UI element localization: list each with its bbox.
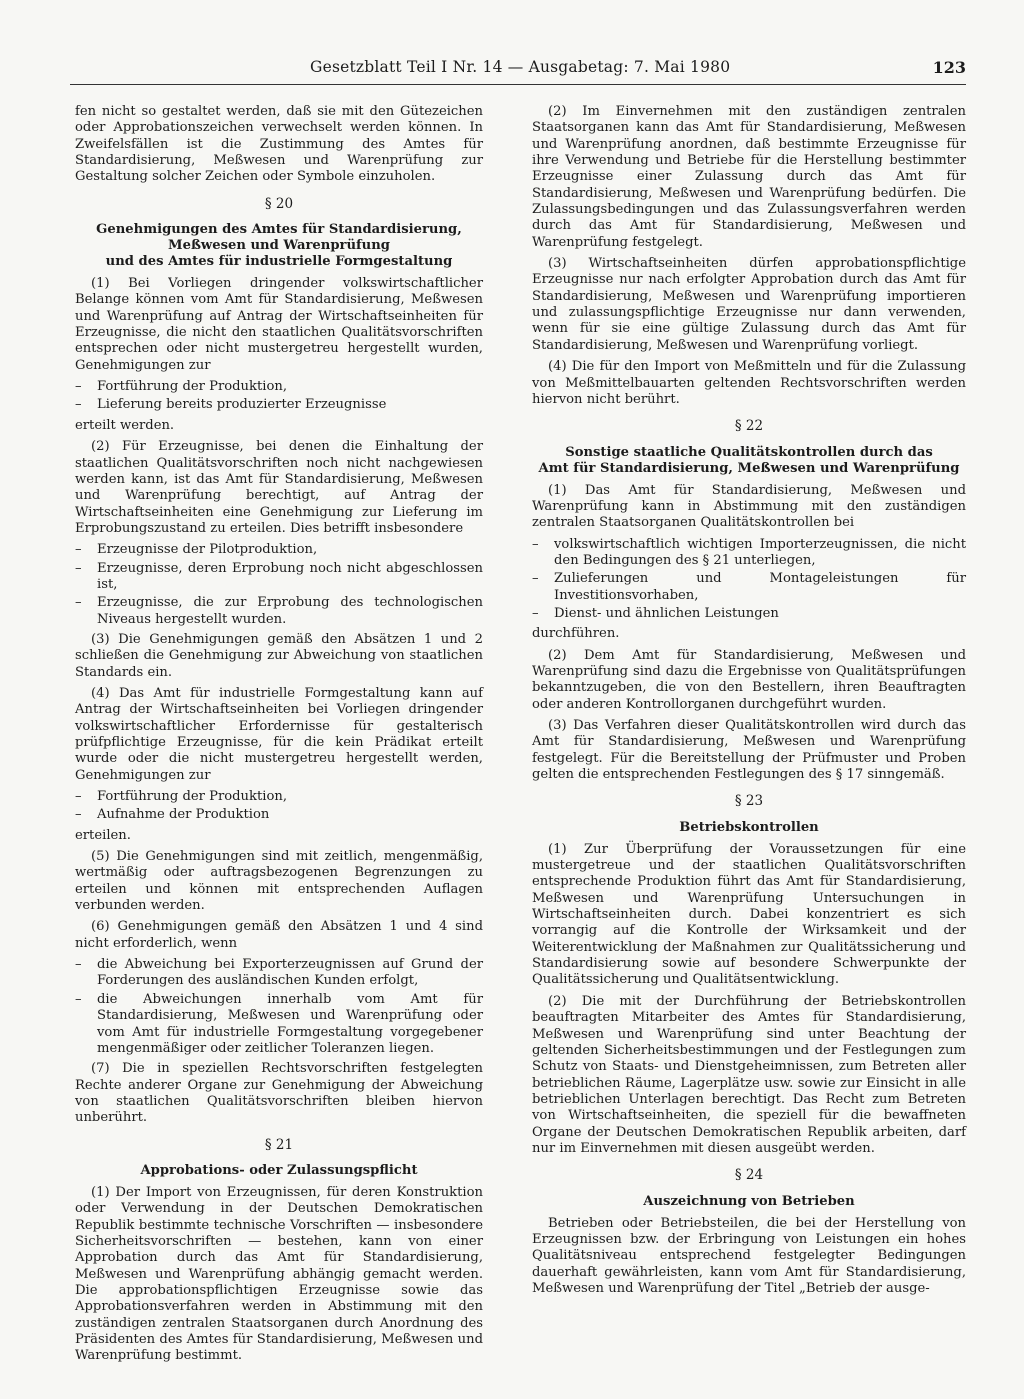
paragraph: (1) Das Amt für Standardisierung, Meßwesen und Warenprüfung kann in Abstimmung mit den zuständigen zentralen Staatsorganen Qualitätskontrollen bei xyxy=(532,482,966,531)
paragraph: fen nicht so gestaltet werden, daß sie mit den Gütezeichen oder Approbationszeichen verwechselt werden können. In Zweifelsfällen ist die Zustimmung des Amtes für Standardisierung, Meßwesen und Warenprüfung zur Gestaltung solcher Zeichen oder Symbole einzuholen. xyxy=(75,104,483,185)
paragraph: (6) Genehmigungen gemäß den Absätzen 1 und 4 sind nicht erforderlich, wenn xyxy=(75,919,483,951)
dash-list xyxy=(75,379,483,414)
section-heading-20 xyxy=(75,222,483,270)
heading-line: Genehmigungen des Amtes für Standardisierung, xyxy=(96,222,462,238)
list-item: – Erzeugnisse, die zur Erprobung des technologischen Niveaus hergestellt wurden. xyxy=(75,595,483,628)
dash-list xyxy=(75,789,483,824)
list-item: – Erzeugnisse, deren Erprobung noch nicht abgeschlossen ist, xyxy=(75,561,483,594)
section-number-21: § 21 xyxy=(264,1136,294,1153)
paragraph: (3) Die Genehmigungen gemäß den Absätzen 1 und 2 schließen die Genehmigung zur Abweichung von staatlichen Standards ein. xyxy=(75,631,483,680)
list-item: – Aufnahme der Produktion xyxy=(75,807,483,823)
paragraph: (3) Wirtschaftseinheiten dürfen approbationspflichtige Erzeugnisse nur nach erfolgter Approbation durch das Amt für Standardisierung, Meßwesen und Warenprüfung importieren und zulassungspflichtige Erzeugnisse nur dann verwenden, wenn für sie eine gültige Zulassung durch das Amt für Standardisierung, Meßwesen und Warenprüfung vorliegt. xyxy=(532,256,966,353)
section-number-22: § 22 xyxy=(734,418,764,435)
list-item: – Fortführung der Produktion, xyxy=(75,789,483,805)
paragraph: (1) Zur Überprüfung der Voraussetzungen für eine mustergetreue und der staatlichen Qualitätsvorschriften entsprechende Produktion führt das Amt für Standardisierung, Meßwesen und Warenprüfung Untersuchungen in Wirtschaftseinheiten durch. Dabei konzentriert es sich vorrangig auf die Kontrolle der Wirksamkeit und der Weiterentwicklung der Maßnahmen zur Qualitätssicherung und Standardisierung sowie auf besondere Schwerpunkte der Qualitätssicherung und Qualitätsentwicklung. xyxy=(532,841,966,988)
heading-line: Meßwesen und Warenprüfung xyxy=(168,238,390,254)
list-item: – Zulieferungen und Montageleistungen für Investitionsvorhaben, xyxy=(532,571,966,604)
page-number: 123 xyxy=(932,58,966,77)
list-item: – Fortführung der Produktion, xyxy=(75,379,483,395)
section-heading-24: Auszeichnung von Betrieben xyxy=(643,1193,855,1209)
paragraph: (2) Dem Amt für Standardisierung, Meßwesen und Warenprüfung sind dazu die Ergebnisse von Qualitätsprüfungen bekanntzugeben, die von den Bestellern, ihren Beauftragten oder anderen Kontrollorganen durchgeführt wurden. xyxy=(532,647,966,712)
list-item: – volkswirtschaftlich wichtigen Importerzeugnissen, die nicht den Bedingungen des § 21 unterliegen, xyxy=(532,537,966,570)
paragraph: (5) Die Genehmigungen sind mit zeitlich, mengenmäßig, wertmäßig oder auftragsbezogenen Begrenzungen zu erteilen und können mit entsprechenden Auflagen verbunden werden. xyxy=(75,849,483,914)
section-heading-23: Betriebskontrollen xyxy=(679,819,819,835)
paragraph: (7) Die in speziellen Rechtsvorschriften festgelegten Rechte anderer Organe zur Genehmigung der Abweichung von staatlichen Qualitätsvorschriften bleiben hiervon unberührt. xyxy=(75,1061,483,1126)
list-item: – Erzeugnisse der Pilotproduktion, xyxy=(75,542,483,558)
heading-line: und des Amtes für industrielle Formgestaltung xyxy=(105,254,453,270)
dash-list xyxy=(75,542,483,628)
paragraph: (2) Die mit der Durchführung der Betriebskontrollen beauftragten Mitarbeiter des Amtes für Standardisierung, Meßwesen und Warenprüfung sind unter Beachtung der geltenden Sicherheitsbestimmungen und der Festlegungen zum Schutz von Staats- und Dienstgeheimnissen, zum Betreten aller betrieblichen Räume, Lagerplätze usw. sowie zur Einsicht in alle betrieblichen Unterlagen berechtigt. Das Recht zum Betreten von Wirtschaftseinheiten, die speziell für die bewaffneten Organe der Deutschen Demokratischen Republik arbeiten, darf nur im Einvernehmen mit diesen ausgeübt werden. xyxy=(532,993,966,1156)
paragraph: erteilen. xyxy=(75,827,131,843)
paragraph: erteilt werden. xyxy=(75,417,175,433)
list-item: – die Abweichungen innerhalb vom Amt für Standardisierung, Meßwesen und Warenprüfung oder vom Amt für industrielle Formgestaltung vorgegebener mengenmäßiger oder zeitlicher Toleranzen liegen. xyxy=(75,992,483,1057)
paragraph: durchführen. xyxy=(532,626,620,642)
dash-list xyxy=(75,957,483,1057)
paragraph: (1) Der Import von Erzeugnissen, für deren Konstruktion oder Verwendung in der Deutschen Demokratischen Republik bestimmte technische Vorschriften — insbesondere Sicherheitsvorschriften — bestehen, kann von einer Approbation durch das Amt für Standardisierung, Meßwesen und Warenprüfung abhängig gemacht werden. Die approbationspflichtigen Erzeugnisse sowie das Approbationsverfahren werden in Abstimmung mit den zuständigen zentralen Staatsorganen durch Anordnung des Präsidenten des Amtes für Standardisierung, Meßwesen und Warenprüfung bestimmt. xyxy=(75,1184,483,1364)
list-item: – die Abweichung bei Exporterzeugnissen auf Grund der Forderungen des ausländischen Kunden erfolgt, xyxy=(75,957,483,990)
paragraph: (4) Die für den Import von Meßmitteln und für die Zulassung von Meßmittelbauarten geltenden Rechtsvorschriften werden hiervon nicht berührt. xyxy=(532,359,966,407)
header-rule xyxy=(70,84,966,85)
section-number-20: § 20 xyxy=(264,195,294,212)
paragraph: (4) Das Amt für industrielle Formgestaltung kann auf Antrag der Wirtschaftseinheiten bei Vorliegen dringender volkswirtschaftlicher Erfordernisse für gestalterisch prüfpflichtige Erzeugnisse, für die kein Prädikat erteilt wurde oder die nicht mustergetreu hergestellt werden, Genehmigungen zur xyxy=(75,685,483,783)
paragraph: (2) Im Einvernehmen mit den zuständigen zentralen Staatsorganen kann das Amt für Standardisierung, Meßwesen und Warenprüfung anordnen, daß bestimmte Erzeugnisse für ihre Verwendung und Betriebe für die Herstellung bestimmter Erzeugnisse einer Zulassung durch das Amt für Standardisierung, Meßwesen und Warenprüfung bedürfen. Die Zulassungsbedingungen und das Zulassungsverfahren werden durch das Amt für Standardisierung, Meßwesen und Warenprüfung festgelegt. xyxy=(532,104,966,250)
section-heading-22 xyxy=(532,445,966,477)
section-heading-21: Approbations- oder Zulassungspflicht xyxy=(140,1162,418,1178)
section-number-24: § 24 xyxy=(734,1167,764,1184)
dash-list xyxy=(532,537,966,623)
paragraph: (1) Bei Vorliegen dringender volkswirtschaftlicher Belange können vom Amt für Standardisierung, Meßwesen und Warenprüfung auf Antrag der Wirtschaftseinheiten für Erzeugnisse, die nicht den staatlichen Qualitätsvorschriften entsprechen oder nicht mustergetreu hergestellt wurden, Genehmigungen zur xyxy=(75,276,483,373)
gazette-title: Gesetzblatt Teil I Nr. 14 — Ausgabetag: 7. Mai 1980 xyxy=(310,58,731,76)
list-item: – Dienst- und ähnlichen Leistungen xyxy=(532,606,966,622)
list-item: – Lieferung bereits produzierter Erzeugnisse xyxy=(75,397,483,413)
heading-line: Amt für Standardisierung, Meßwesen und Warenprüfung xyxy=(538,460,960,476)
page-header xyxy=(70,58,966,84)
paragraph: (3) Das Verfahren dieser Qualitätskontrollen wird durch das Amt für Standardisierung, Meßwesen und Warenprüfung festgelegt. Für die Bereitstellung der Prüfmuster und Proben gelten die entsprechenden Festlegungen des § 17 sinngemäß. xyxy=(532,718,966,783)
paragraph: Betrieben oder Betriebsteilen, die bei der Herstellung von Erzeugnissen bzw. der Erbringung von Leistungen ein hohes Qualitätsniveau entsprechend festgelegter Bedingungen dauerhaft gewährleisten, kann vom Amt für Standardisierung, Meßwesen und Warenprüfung der Titel „Betrieb der ausge- xyxy=(532,1215,966,1296)
paragraph: (2) Für Erzeugnisse, bei denen die Einhaltung der staatlichen Qualitätsvorschriften noch nicht nachgewiesen werden kann, ist das Amt für Standardisierung, Meßwesen und Warenprüfung berechtigt, auf Antrag der Wirtschaftseinheiten eine Genehmigung zur Lieferung im Erprobungszustand zu erteilen. Dies betrifft insbesondere xyxy=(75,439,483,536)
heading-line: Sonstige staatliche Qualitätskontrollen durch das xyxy=(565,444,933,460)
left-column xyxy=(75,104,483,1370)
right-column xyxy=(532,104,966,1302)
section-number-23: § 23 xyxy=(734,793,764,810)
